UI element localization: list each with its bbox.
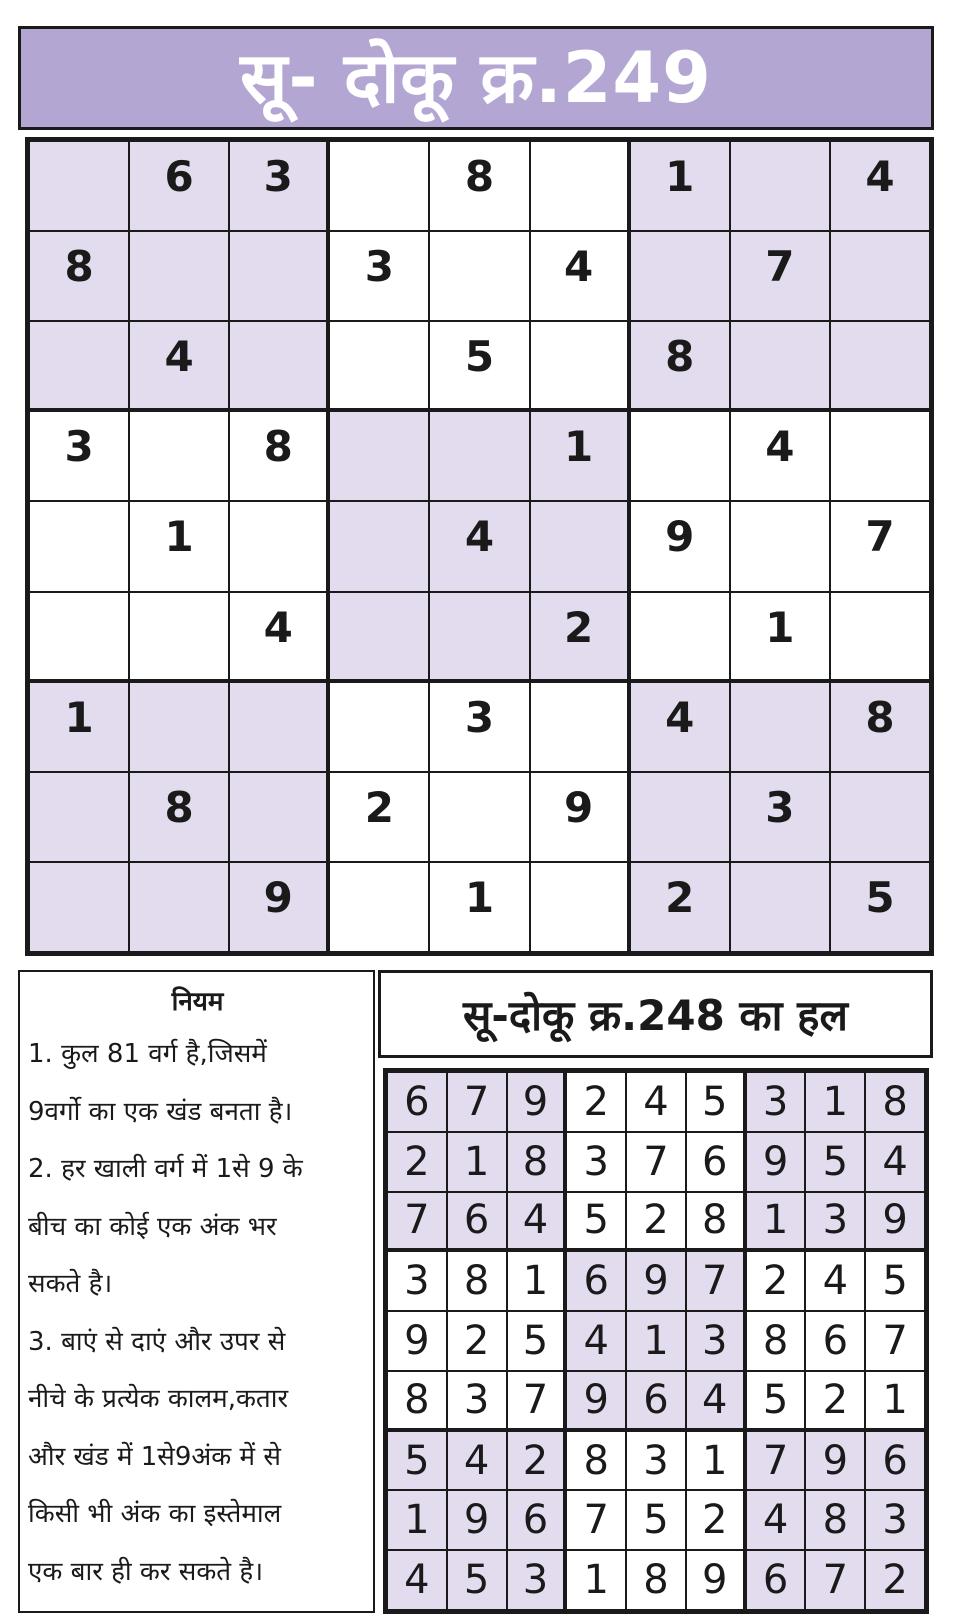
puzzle-cell-r6-c1[interactable]: [29, 592, 129, 682]
solution-cell-r2-c7: 9: [746, 1132, 806, 1192]
solution-cell-r2-c3: 8: [507, 1132, 567, 1192]
rules-line: एक बार ही कर सकते है।: [28, 1556, 264, 1587]
puzzle-cell-r3-c9[interactable]: [830, 321, 930, 411]
puzzle-cell-r4-c8[interactable]: 4: [730, 411, 830, 501]
solution-cell-r7-c8: 9: [805, 1431, 865, 1491]
puzzle-cell-r2-c4[interactable]: 3: [329, 231, 429, 321]
puzzle-cell-r5-c9[interactable]: 7: [830, 501, 930, 591]
solution-cell-r2-c9: 4: [865, 1132, 925, 1192]
puzzle-cell-r8-c1[interactable]: [29, 772, 129, 862]
solution-cell-r3-c8: 3: [805, 1192, 865, 1252]
puzzle-cell-r5-c3[interactable]: [229, 501, 329, 591]
puzzle-cell-r2-c2[interactable]: [129, 231, 229, 321]
puzzle-cell-r1-c5[interactable]: 8: [429, 141, 529, 231]
rules-line: 3. बाएं से दाएं और उपर से: [28, 1326, 286, 1357]
puzzle-cell-r9-c1[interactable]: [29, 862, 129, 952]
solution-cell-r7-c5: 3: [626, 1431, 686, 1491]
solution-cell-r1-c6: 5: [686, 1072, 746, 1132]
puzzle-cell-r7-c5[interactable]: 3: [429, 682, 529, 772]
rules-line: नीचे के प्रत्येक कालम,कतार: [28, 1384, 289, 1414]
puzzle-cell-r4-c4[interactable]: [329, 411, 429, 501]
rules-line: और खंड में 1से9अंक में से: [28, 1441, 281, 1472]
puzzle-cell-r1-c6[interactable]: [530, 141, 630, 231]
solution-cell-r9-c9: 2: [865, 1550, 925, 1610]
puzzle-cell-r6-c3[interactable]: 4: [229, 592, 329, 682]
solution-cell-r7-c9: 6: [865, 1431, 925, 1491]
solution-cell-r1-c1: 6: [387, 1072, 447, 1132]
solution-cell-r7-c1: 5: [387, 1431, 447, 1491]
solution-title-box: [378, 970, 933, 1058]
solution-cell-r9-c5: 8: [626, 1550, 686, 1610]
solution-cell-r9-c6: 9: [686, 1550, 746, 1610]
puzzle-cell-r3-c2[interactable]: 4: [129, 321, 229, 411]
solution-cell-r5-c9: 7: [865, 1311, 925, 1371]
solution-cell-r8-c6: 2: [686, 1490, 746, 1550]
puzzle-cell-r7-c6[interactable]: [530, 682, 630, 772]
puzzle-cell-r9-c9[interactable]: 5: [830, 862, 930, 952]
puzzle-cell-r2-c7[interactable]: [630, 231, 730, 321]
solution-cell-r2-c5: 7: [626, 1132, 686, 1192]
puzzle-cell-r3-c3[interactable]: [229, 321, 329, 411]
solution-cell-r2-c6: 6: [686, 1132, 746, 1192]
rules-line: किसी भी अंक का इस्तेमाल: [28, 1499, 282, 1529]
puzzle-cell-r9-c5[interactable]: 1: [429, 862, 529, 952]
puzzle-cell-r7-c2[interactable]: [129, 682, 229, 772]
puzzle-title: सू- दोकू क्र.249: [240, 37, 712, 119]
solution-cell-r4-c9: 5: [865, 1251, 925, 1311]
solution-cell-r8-c5: 5: [626, 1490, 686, 1550]
puzzle-cell-r4-c3[interactable]: 8: [229, 411, 329, 501]
solution-cell-r9-c3: 3: [507, 1550, 567, 1610]
solution-cell-r9-c4: 1: [566, 1550, 626, 1610]
puzzle-cell-r1-c8[interactable]: [730, 141, 830, 231]
solution-cell-r6-c1: 8: [387, 1371, 447, 1431]
puzzle-cell-r3-c6[interactable]: [530, 321, 630, 411]
puzzle-cell-r5-c7[interactable]: 9: [630, 501, 730, 591]
puzzle-cell-r5-c8[interactable]: [730, 501, 830, 591]
puzzle-cell-r6-c8[interactable]: 1: [730, 592, 830, 682]
solution-cell-r3-c1: 7: [387, 1192, 447, 1252]
puzzle-cell-r1-c7[interactable]: 1: [630, 141, 730, 231]
puzzle-cell-r6-c6[interactable]: 2: [530, 592, 630, 682]
puzzle-cell-r9-c2[interactable]: [129, 862, 229, 952]
puzzle-cell-r6-c9[interactable]: [830, 592, 930, 682]
puzzle-cell-r8-c5[interactable]: [429, 772, 529, 862]
puzzle-cell-r4-c9[interactable]: [830, 411, 930, 501]
puzzle-cell-r3-c1[interactable]: [29, 321, 129, 411]
rules-title: नियम: [171, 987, 224, 1017]
puzzle-title-banner: [18, 26, 934, 130]
solution-title: सू-दोकू क्र.248 का हल: [463, 990, 848, 1040]
solution-cell-r6-c3: 7: [507, 1371, 567, 1431]
puzzle-cell-r9-c7[interactable]: 2: [630, 862, 730, 952]
puzzle-cell-r1-c2[interactable]: 6: [129, 141, 229, 231]
solution-cell-r3-c3: 4: [507, 1192, 567, 1252]
puzzle-cell-r2-c3[interactable]: [229, 231, 329, 321]
rules-line: 2. हर खाली वर्ग में 1से 9 के: [28, 1154, 303, 1184]
rules-line: बीच का कोई एक अंक भर: [28, 1211, 277, 1242]
solution-cell-r8-c3: 6: [507, 1490, 567, 1550]
puzzle-cell-r4-c7[interactable]: [630, 411, 730, 501]
solution-cell-r5-c3: 5: [507, 1311, 567, 1371]
solution-cell-r7-c7: 7: [746, 1431, 806, 1491]
rules-panel: [18, 970, 375, 1613]
puzzle-cell-r7-c4[interactable]: [329, 682, 429, 772]
puzzle-cell-r8-c2[interactable]: 8: [129, 772, 229, 862]
solution-cell-r1-c5: 4: [626, 1072, 686, 1132]
puzzle-cell-r5-c6[interactable]: [530, 501, 630, 591]
solution-cell-r1-c4: 2: [566, 1072, 626, 1132]
puzzle-cell-r5-c5[interactable]: 4: [429, 501, 529, 591]
solution-cell-r4-c3: 1: [507, 1251, 567, 1311]
solution-cell-r3-c6: 8: [686, 1192, 746, 1252]
solution-cell-r3-c4: 5: [566, 1192, 626, 1252]
solution-cell-r1-c7: 3: [746, 1072, 806, 1132]
solution-cell-r6-c8: 2: [805, 1371, 865, 1431]
puzzle-cell-r8-c4[interactable]: 2: [329, 772, 429, 862]
puzzle-cell-r1-c1[interactable]: [29, 141, 129, 231]
solution-cell-r4-c1: 3: [387, 1251, 447, 1311]
solution-cell-r6-c6: 4: [686, 1371, 746, 1431]
solution-cell-r9-c7: 6: [746, 1550, 806, 1610]
puzzle-cell-r6-c4[interactable]: [329, 592, 429, 682]
solution-cell-r5-c2: 2: [447, 1311, 507, 1371]
puzzle-cell-r6-c2[interactable]: [129, 592, 229, 682]
solution-cell-r8-c9: 3: [865, 1490, 925, 1550]
solution-cell-r1-c2: 7: [447, 1072, 507, 1132]
solution-cell-r3-c5: 2: [626, 1192, 686, 1252]
solution-cell-r6-c9: 1: [865, 1371, 925, 1431]
puzzle-cell-r8-c6[interactable]: 9: [530, 772, 630, 862]
puzzle-cell-r9-c6[interactable]: [530, 862, 630, 952]
puzzle-cell-r7-c7[interactable]: 4: [630, 682, 730, 772]
rules-line: 9वर्गो का एक खंड बनता है।: [28, 1096, 293, 1127]
puzzle-cell-r2-c1[interactable]: 8: [29, 231, 129, 321]
solution-cell-r5-c6: 3: [686, 1311, 746, 1371]
puzzle-cell-r7-c1[interactable]: 1: [29, 682, 129, 772]
puzzle-cell-r5-c4[interactable]: [329, 501, 429, 591]
puzzle-cell-r1-c4[interactable]: [329, 141, 429, 231]
puzzle-cell-r4-c1[interactable]: 3: [29, 411, 129, 501]
puzzle-cell-r9-c8[interactable]: [730, 862, 830, 952]
solution-cell-r5-c8: 6: [805, 1311, 865, 1371]
puzzle-cell-r3-c7[interactable]: 8: [630, 321, 730, 411]
puzzle-cell-r4-c2[interactable]: [129, 411, 229, 501]
solution-cell-r3-c9: 9: [865, 1192, 925, 1252]
puzzle-cell-r7-c8[interactable]: [730, 682, 830, 772]
puzzle-cell-r1-c3[interactable]: 3: [229, 141, 329, 231]
puzzle-cell-r4-c6[interactable]: 1: [530, 411, 630, 501]
solution-cell-r4-c8: 4: [805, 1251, 865, 1311]
solution-cell-r6-c5: 6: [626, 1371, 686, 1431]
solution-cell-r1-c8: 1: [805, 1072, 865, 1132]
rules-line: 1. कुल 81 वर्ग है,जिसमें: [28, 1039, 267, 1069]
puzzle-cell-r8-c3[interactable]: [229, 772, 329, 862]
solution-cell-r3-c7: 1: [746, 1192, 806, 1252]
puzzle-cell-r9-c4[interactable]: [329, 862, 429, 952]
solution-cell-r4-c2: 8: [447, 1251, 507, 1311]
solution-cell-r6-c4: 9: [566, 1371, 626, 1431]
solution-cell-r7-c3: 2: [507, 1431, 567, 1491]
solution-cell-r7-c2: 4: [447, 1431, 507, 1491]
solution-cell-r2-c4: 3: [566, 1132, 626, 1192]
solution-cell-r2-c8: 5: [805, 1132, 865, 1192]
puzzle-cell-r8-c9[interactable]: [830, 772, 930, 862]
solution-cell-r4-c7: 2: [746, 1251, 806, 1311]
solution-cell-r4-c4: 6: [566, 1251, 626, 1311]
solution-cell-r8-c1: 1: [387, 1490, 447, 1550]
solution-cell-r8-c4: 7: [566, 1490, 626, 1550]
puzzle-cell-r5-c1[interactable]: [29, 501, 129, 591]
solution-cell-r9-c2: 5: [447, 1550, 507, 1610]
solution-cell-r5-c5: 1: [626, 1311, 686, 1371]
rules-line: सकते है।: [28, 1269, 113, 1299]
puzzle-cell-r5-c2[interactable]: 1: [129, 501, 229, 591]
puzzle-cell-r7-c9[interactable]: 8: [830, 682, 930, 772]
solution-cell-r5-c4: 4: [566, 1311, 626, 1371]
solution-cell-r6-c7: 5: [746, 1371, 806, 1431]
solution-cell-r9-c1: 4: [387, 1550, 447, 1610]
solution-cell-r2-c2: 1: [447, 1132, 507, 1192]
solution-cell-r9-c8: 7: [805, 1550, 865, 1610]
solution-cell-r6-c2: 3: [447, 1371, 507, 1431]
puzzle-cell-r2-c9[interactable]: [830, 231, 930, 321]
solution-cell-r1-c9: 8: [865, 1072, 925, 1132]
solution-cell-r3-c2: 6: [447, 1192, 507, 1252]
puzzle-cell-r9-c3[interactable]: 9: [229, 862, 329, 952]
puzzle-cell-r7-c3[interactable]: [229, 682, 329, 772]
puzzle-cell-r2-c8[interactable]: 7: [730, 231, 830, 321]
solution-cell-r4-c6: 7: [686, 1251, 746, 1311]
solution-cell-r1-c3: 9: [507, 1072, 567, 1132]
sudoku-puzzle-grid: [25, 137, 934, 956]
solution-cell-r8-c7: 4: [746, 1490, 806, 1550]
puzzle-cell-r2-c5[interactable]: [429, 231, 529, 321]
solution-cell-r8-c8: 8: [805, 1490, 865, 1550]
solution-cell-r8-c2: 9: [447, 1490, 507, 1550]
solution-cell-r5-c7: 8: [746, 1311, 806, 1371]
solution-cell-r7-c4: 8: [566, 1431, 626, 1491]
puzzle-cell-r2-c6[interactable]: 4: [530, 231, 630, 321]
puzzle-cell-r8-c7[interactable]: [630, 772, 730, 862]
solution-cell-r4-c5: 9: [626, 1251, 686, 1311]
puzzle-cell-r3-c8[interactable]: [730, 321, 830, 411]
puzzle-cell-r4-c5[interactable]: [429, 411, 529, 501]
puzzle-cell-r1-c9[interactable]: 4: [830, 141, 930, 231]
puzzle-cell-r3-c4[interactable]: [329, 321, 429, 411]
sudoku-solution-grid: [383, 1068, 929, 1614]
puzzle-cell-r8-c8[interactable]: 3: [730, 772, 830, 862]
puzzle-cell-r6-c5[interactable]: [429, 592, 529, 682]
solution-cell-r2-c1: 2: [387, 1132, 447, 1192]
puzzle-cell-r6-c7[interactable]: [630, 592, 730, 682]
solution-cell-r7-c6: 1: [686, 1431, 746, 1491]
solution-cell-r5-c1: 9: [387, 1311, 447, 1371]
puzzle-cell-r3-c5[interactable]: 5: [429, 321, 529, 411]
